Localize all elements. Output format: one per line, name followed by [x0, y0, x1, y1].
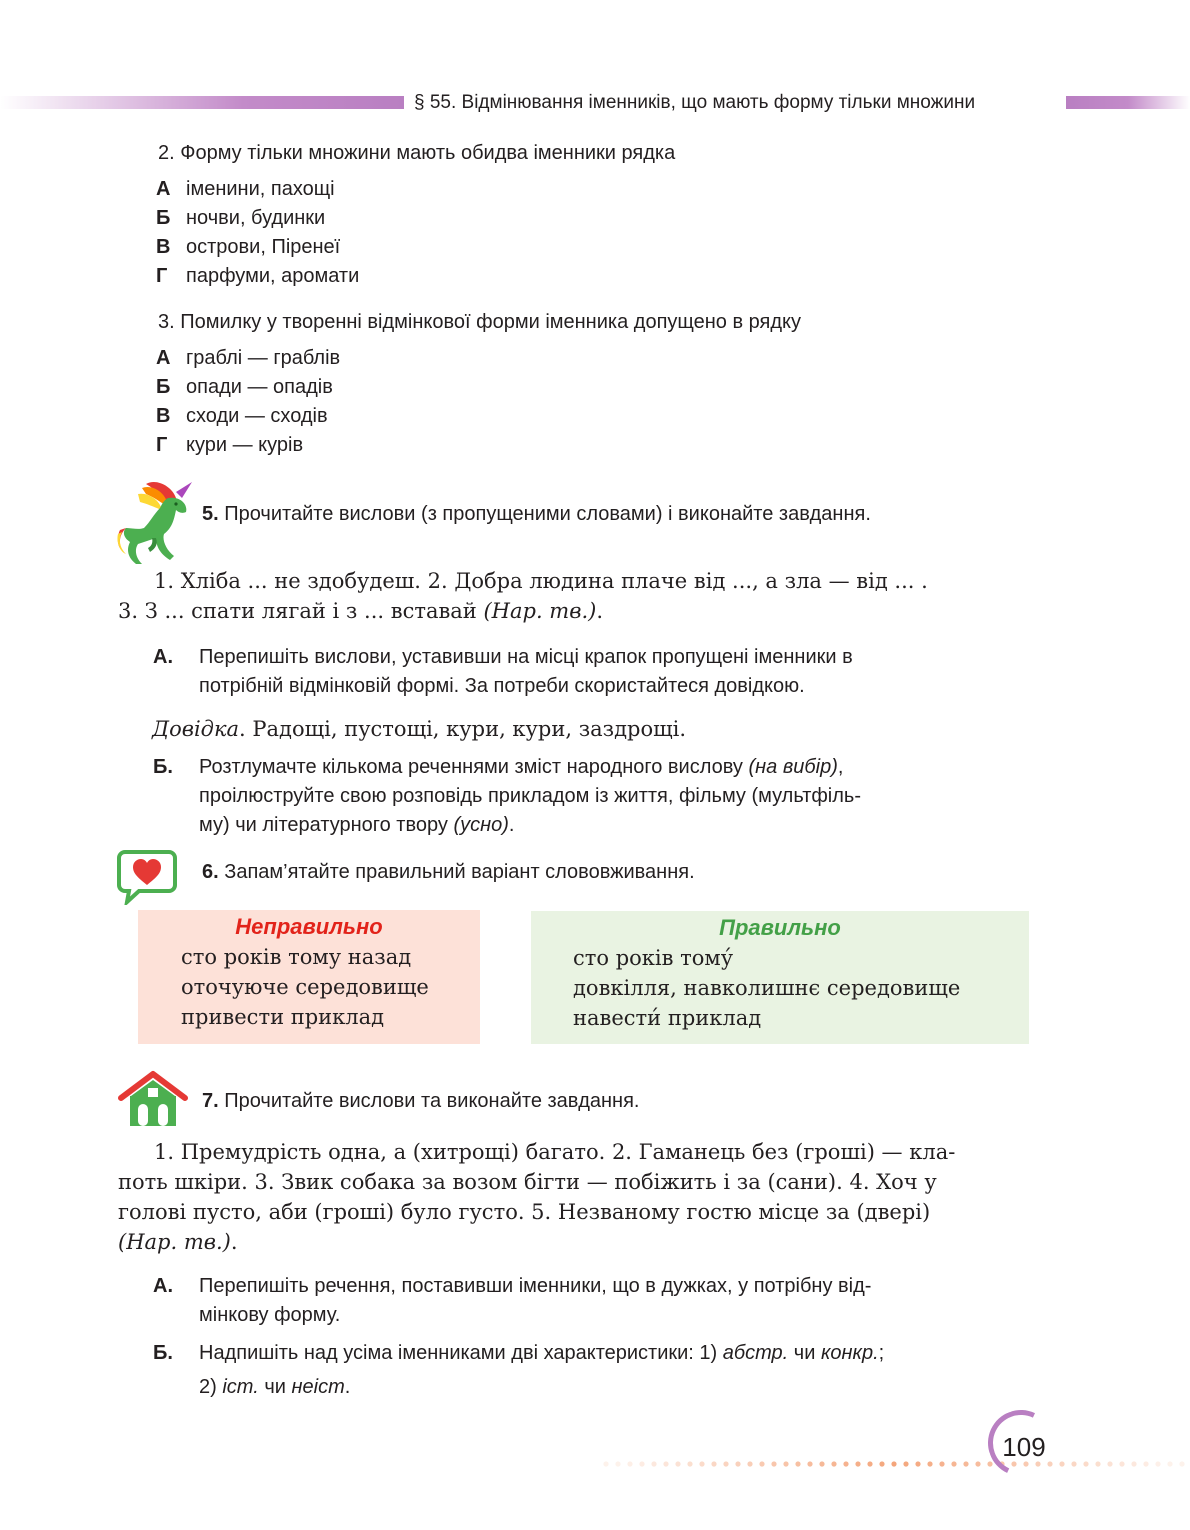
footer-dot	[891, 1461, 896, 1466]
footer-dot	[819, 1461, 824, 1466]
house-icon	[118, 1070, 188, 1128]
subtask-line	[199, 811, 979, 840]
option-letter: Г	[156, 434, 168, 456]
option-letter: Г	[156, 265, 168, 287]
option-text: ночви, будинки	[186, 207, 326, 229]
task-5-instruction	[202, 500, 871, 529]
task-5-line-2	[118, 596, 1058, 626]
text-run-italic: (на вибір)	[748, 756, 838, 778]
task-7-instruction	[202, 1087, 639, 1116]
footer-dot	[951, 1461, 956, 1466]
task-5-text	[118, 566, 1058, 626]
subtask-line: проілюструйте свою розповідь прикладом із життя, фільму (мультфіль-	[199, 785, 862, 807]
footer-dot	[1071, 1461, 1076, 1466]
header-bar-left	[0, 96, 404, 109]
option-b	[156, 373, 340, 402]
source-note: (Нар. тв.)	[483, 599, 597, 623]
subtask-text	[199, 1336, 979, 1404]
task-instruction-text: Запам’ятайте правильний варіант слововживання.	[224, 861, 695, 883]
text-run: Надпишіть над усіма іменниками дві характеристики: 1)	[199, 1342, 723, 1364]
task-6-instruction	[202, 858, 695, 887]
option-letter: В	[156, 405, 171, 427]
text-run: ;	[878, 1342, 885, 1364]
page-number: 109	[1002, 1432, 1046, 1462]
task-number: 7.	[202, 1090, 219, 1112]
option-v	[156, 402, 340, 431]
footer-dot	[1155, 1461, 1160, 1466]
footer-dot	[651, 1461, 656, 1466]
footer-dot	[963, 1461, 968, 1466]
wrong-item: сто років тому назад	[181, 945, 412, 969]
wrong-item: привести приклад	[181, 1005, 385, 1029]
footer-dot	[915, 1461, 920, 1466]
option-a	[156, 175, 359, 204]
footer-dot	[1083, 1461, 1088, 1466]
header-bar-right	[1066, 96, 1190, 109]
subtask-text	[199, 753, 979, 840]
footer-dot	[939, 1461, 944, 1466]
task-5-line-2-main: 3. З ... спати лягай і з ... вставай	[118, 599, 484, 623]
footer-dot	[807, 1461, 812, 1466]
option-text: сходи — сходів	[186, 405, 328, 427]
subtask-letter: А.	[153, 1275, 173, 1297]
footer-dot	[843, 1461, 848, 1466]
footer-dot	[603, 1461, 608, 1466]
subtask-line	[199, 1370, 979, 1404]
section-title: § 55. Відмінювання іменників, що мають форму тільки множини	[414, 92, 976, 113]
hint-line	[152, 714, 686, 744]
footer-dot	[771, 1461, 776, 1466]
footer-dot	[987, 1461, 992, 1466]
footer-dot	[1143, 1461, 1148, 1466]
option-g	[156, 431, 340, 460]
wrong-items	[138, 942, 480, 1032]
right-item: навести́ приклад	[573, 1006, 762, 1030]
task-instruction-text: Прочитайте вислови (з пропущеними словами) і виконайте завдання.	[224, 503, 871, 525]
task-5-subtask-a	[153, 643, 979, 701]
footer-dot	[639, 1461, 644, 1466]
subtask-line: Перепишіть речення, поставивши іменники, що в дужках, у потрібну від-	[199, 1275, 872, 1297]
right-usage-box	[531, 911, 1029, 1044]
option-text: острови, Піренеї	[186, 236, 341, 258]
question-3: 3. Помилку у творенні відмінкової форми іменника допущено в рядку	[158, 311, 802, 333]
subtask-letter: Б.	[153, 756, 173, 778]
text-run: .	[344, 1376, 351, 1398]
footer-dot	[735, 1461, 740, 1466]
option-v	[156, 233, 359, 262]
footer-dot	[687, 1461, 692, 1466]
footer-dot	[783, 1461, 788, 1466]
hint-label: Довідка	[152, 717, 240, 741]
option-letter: В	[156, 236, 171, 258]
subtask-line: мінкову форму.	[199, 1304, 341, 1326]
footer-dot	[1059, 1461, 1064, 1466]
footer-dot	[675, 1461, 680, 1466]
unicorn-icon	[116, 478, 200, 566]
footer-dot	[795, 1461, 800, 1466]
task-7-subtask-a	[153, 1272, 979, 1330]
footer-dot	[627, 1461, 632, 1466]
footer-dot	[615, 1461, 620, 1466]
text-run-italic: неіст	[291, 1376, 345, 1398]
task-number: 6.	[202, 861, 219, 883]
question-2: 2. Форму тільки множини мають обидва іменники рядка	[158, 142, 676, 164]
option-letter: Б	[156, 207, 171, 229]
task-7-line-4	[118, 1227, 1058, 1257]
footer-dot	[867, 1461, 872, 1466]
subtask-text	[199, 643, 979, 701]
text-run-italic: (усно)	[453, 814, 509, 836]
option-g	[156, 262, 359, 291]
text-run: чи	[788, 1342, 821, 1364]
footer-dot	[1095, 1461, 1100, 1466]
task-7-line-1: 1. Премудрість одна, а (хитрощі) багато. 2. Гаманець без (гроші) — кла-	[154, 1140, 956, 1164]
option-a	[156, 344, 340, 373]
task-7-line-3: голові пусто, аби (гроші) було густо. 5. Незваному гостю місце за (двері)	[118, 1200, 931, 1224]
footer-dot	[975, 1461, 980, 1466]
task-7-line-2: поть шкіри. 3. Звик собака за возом бігти — побіжить і за (сани). 4. Хоч у	[118, 1170, 937, 1194]
footer-dot	[927, 1461, 932, 1466]
wrong-title: Неправильно	[235, 914, 383, 939]
text-run-italic: абстр.	[722, 1342, 789, 1364]
option-letter: Б	[156, 376, 171, 398]
option-b	[156, 204, 359, 233]
footer-dot	[903, 1461, 908, 1466]
option-letter: А	[156, 178, 171, 200]
footer-dot	[879, 1461, 884, 1466]
option-text: іменини, пахощі	[186, 178, 335, 200]
subtask-letter: А.	[153, 646, 173, 668]
option-text: парфуми, аромати	[186, 265, 360, 287]
question-2-options	[156, 175, 359, 291]
right-item: сто років тому́	[573, 946, 734, 970]
wrong-usage-box	[138, 910, 480, 1044]
option-text: опади — опадів	[186, 376, 333, 398]
footer-dot	[1131, 1461, 1136, 1466]
option-text: кури — курів	[186, 434, 304, 456]
footer-dot	[663, 1461, 668, 1466]
text-run-italic: іст.	[222, 1376, 259, 1398]
footer-dot	[1119, 1461, 1124, 1466]
right-title: Правильно	[719, 915, 841, 940]
text-run: Розтлумачте кількома реченнями зміст народного вислову	[199, 756, 749, 778]
footer-dot	[831, 1461, 836, 1466]
text-run: .	[230, 1230, 238, 1254]
text-run: ,	[837, 756, 844, 778]
footer-dot	[1167, 1461, 1172, 1466]
text-run: му) чи літературного твору	[199, 814, 454, 836]
task-7-subtask-b	[153, 1336, 979, 1404]
subtask-line	[199, 753, 979, 782]
wrong-item: оточуюче середовище	[181, 975, 429, 999]
subtask-line: потрібній відмінковій формі. За потреби скористайтеся довідкою.	[199, 675, 805, 697]
footer-dot	[747, 1461, 752, 1466]
subtask-letter: Б.	[153, 1342, 173, 1364]
text-run-italic: конкр.	[820, 1342, 879, 1364]
subtask-line: Перепишіть вислови, уставивши на місці крапок пропущені іменники в	[199, 646, 853, 668]
subtask-line	[199, 1336, 979, 1370]
hint-text: . Радощі, пустощі, кури, кури, заздрощі.	[239, 717, 687, 741]
footer-dot	[699, 1461, 704, 1466]
task-5-line-2-end: .	[596, 599, 603, 623]
question-3-options	[156, 344, 340, 460]
right-item: довкілля, навколишнє середовище	[573, 976, 961, 1000]
footer-dot	[1179, 1461, 1184, 1466]
footer-dot	[855, 1461, 860, 1466]
task-7-text	[118, 1137, 1058, 1257]
footer-dot	[711, 1461, 716, 1466]
text-run: 2)	[199, 1376, 223, 1398]
footer-dots	[600, 1460, 1190, 1468]
footer-dot	[759, 1461, 764, 1466]
task-number: 5.	[202, 503, 219, 525]
option-letter: А	[156, 347, 171, 369]
task-instruction-text: Прочитайте вислови та виконайте завдання.	[224, 1090, 640, 1112]
footer-dot	[1107, 1461, 1112, 1466]
option-text: граблі — граблів	[186, 347, 341, 369]
text-run: чи	[258, 1376, 292, 1398]
footer-dot	[723, 1461, 728, 1466]
subtask-text	[199, 1272, 979, 1330]
task-5-line-1: 1. Хліба ... не здобудеш. 2. Добра людина плаче від ..., а зла — від ... .	[154, 569, 928, 593]
right-items	[531, 943, 1029, 1033]
source-note: (Нар. тв.)	[118, 1230, 231, 1254]
task-5-subtask-b	[153, 753, 979, 840]
heart-chat-icon	[117, 849, 177, 905]
text-run: .	[508, 814, 515, 836]
